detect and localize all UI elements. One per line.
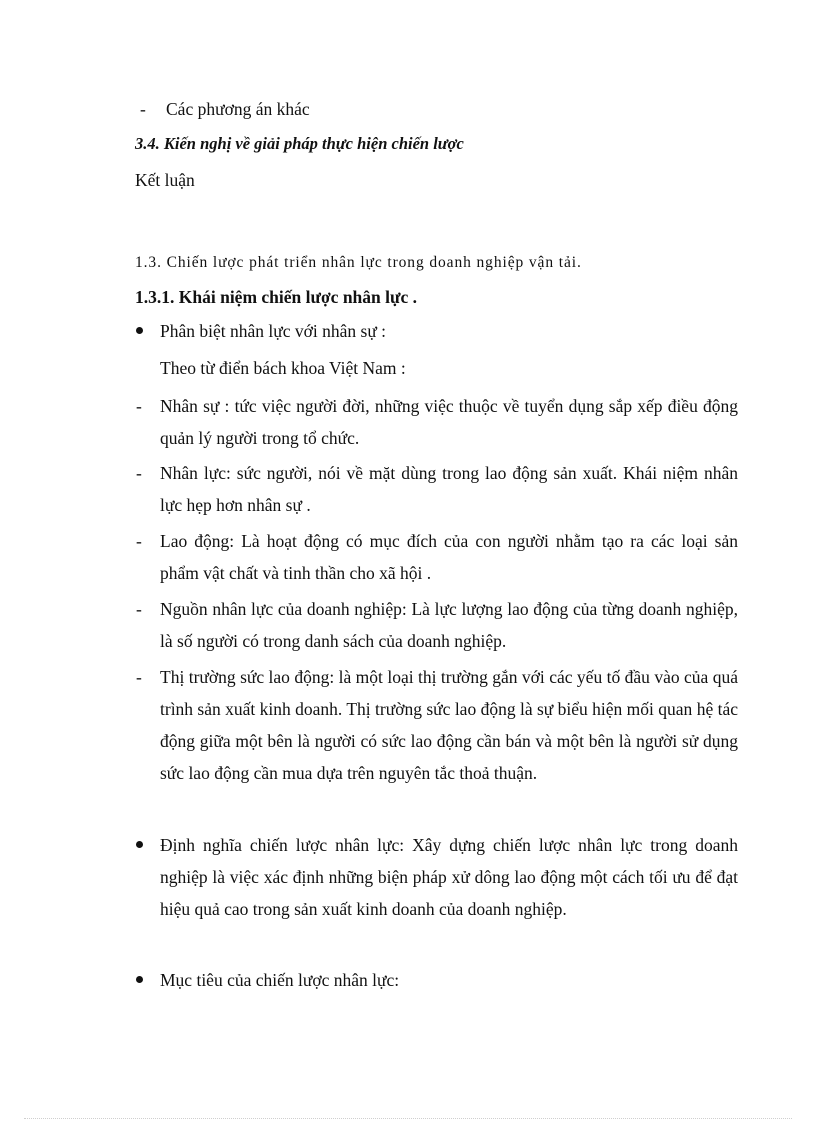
toc-item-other-options: Các phương án khác (166, 99, 310, 119)
toc-conclusion: Kết luận (135, 170, 195, 190)
definition-thi-truong-lao-dong: Thị trường sức lao động: là một loại thị trường gắn với các yếu tố đầu vào của quá trình sản xuất kinh doanh. Thị trường sức lao động là sự biểu hiện mối quan hệ tác động giữa một bên là người có sức lao động cần bán và một bên là người sử dụng sức lao động cần mua dựa trên nguyên tắc thoả thuận. (160, 667, 738, 783)
bullet-dot-icon (136, 841, 143, 848)
bullet-distinguish: Phân biệt nhân lực với nhân sự : (160, 321, 387, 341)
dash-marker: - (136, 396, 142, 416)
definition-nguon-nhan-luc: Nguồn nhân lực của doanh nghiệp: Là lực lượng lao động của từng doanh nghiệp, là số người có trong danh sách của doanh nghiệp. (160, 599, 738, 651)
definition-lao-dong: Lao động: Là hoạt động có mục đích của con người nhằm tạo ra các loại sản phẩm vật chất và tinh thần cho xã hội . (160, 531, 738, 583)
bullet-dot-icon (136, 976, 143, 983)
dash-marker: - (136, 599, 142, 619)
toc-dash-marker: - (140, 99, 146, 119)
definition-chien-luoc-nhan-luc: Định nghĩa chiến lược nhân lực: Xây dựng chiến lược nhân lực trong doanh nghiệp là việc xác định những biện pháp xử dông lao động một cách tối ưu để đạt hiệu quả cao trong sản xuất kinh doanh của doanh nghiệp. (160, 835, 738, 919)
encyclopedia-intro: Theo từ điển bách khoa Việt Nam : (160, 358, 406, 378)
definition-nhan-su: Nhân sự : tức việc người đời, những việc thuộc về tuyển dụng sắp xếp điều động quản lý người trong tổ chức. (160, 396, 738, 448)
section-1-3-title: 1.3. Chiến lược phát triển nhân lực trong doanh nghiệp vận tải. (135, 254, 582, 271)
subsection-1-3-1-heading: 1.3.1. Khái niệm chiến lược nhân lực . (135, 287, 418, 307)
bullet-objectives: Mục tiêu của chiến lược nhân lực: (160, 970, 400, 990)
dash-marker: - (136, 463, 142, 483)
toc-section-3-4: 3.4. Kiến nghị về giải pháp thực hiện chiến lược (135, 134, 464, 153)
dash-marker: - (136, 531, 142, 551)
page-bottom-rule (24, 1118, 792, 1119)
definition-nhan-luc: Nhân lực: sức người, nói về mặt dùng trong lao động sản xuất. Khái niệm nhân lực hẹp hơn nhân sự . (160, 463, 738, 515)
bullet-dot-icon (136, 327, 143, 334)
dash-marker: - (136, 667, 142, 687)
